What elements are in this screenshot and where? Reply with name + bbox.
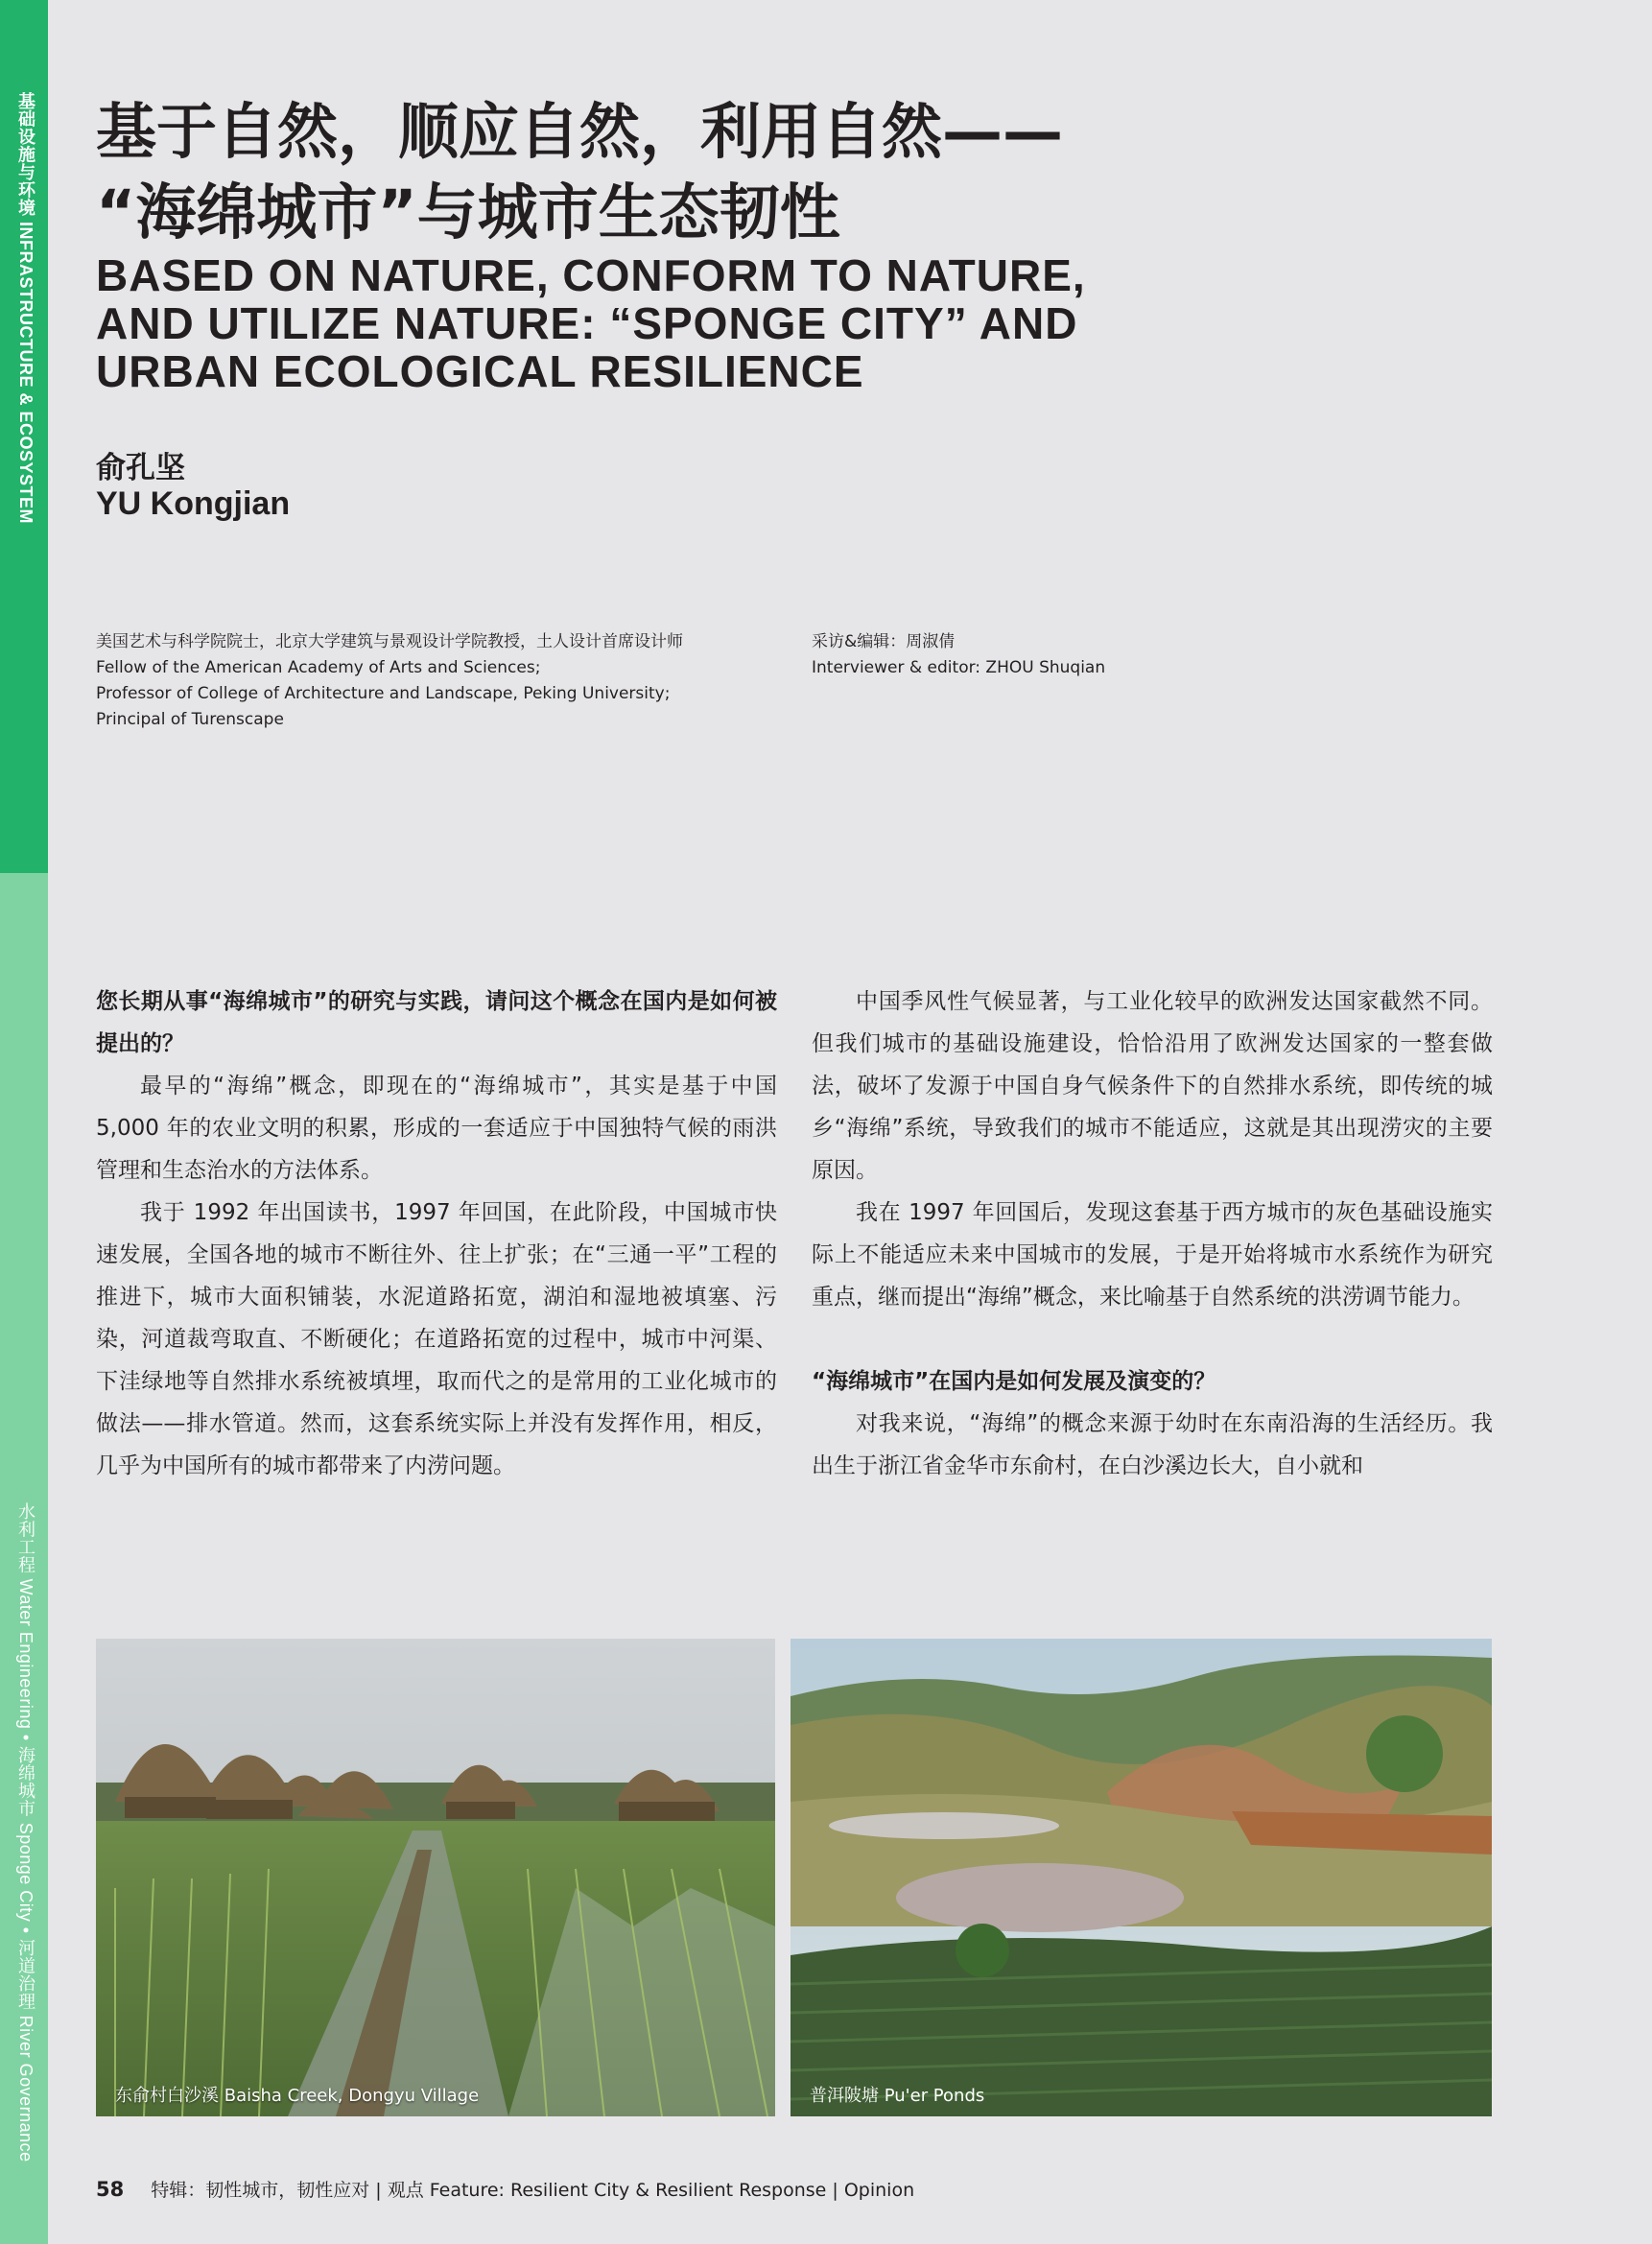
- title-en-line-1: BASED ON NATURE, CONFORM TO NATURE,: [96, 250, 1086, 300]
- author-name-chinese: 俞孔坚: [96, 451, 185, 485]
- answer-paragraph-5: 对我来说，“海绵”的概念来源于幼时在东南沿海的生活经历。我出生于浙江省金华市东俞村，在白沙溪边长大，自小就和: [812, 1411, 1493, 1478]
- title-en-line-3: URBAN ECOLOGICAL RESILIENCE: [96, 346, 864, 396]
- title-cn-line-1: 基于自然，顺应自然，利用自然——: [96, 97, 1063, 167]
- author-name-english: YU Kongjian: [96, 485, 291, 522]
- editor-en: Interviewer & editor: ZHOU Shuqian: [812, 658, 1106, 677]
- answer-paragraph-2: 我于 1992 年出国读书，1997 年回国，在此阶段，中国城市快速发展，全国各地的城市不断往外、往上扩张；在“三通一平”工程的推进下，城市大面积铺装，水泥道路拓宽，湖泊和湿地被填塞、污染，河道裁弯取直、不断硬化；在道路拓宽的过程中，城市中河渠、下洼绿地等自然排水系统被填埋，取而代之的是常用的工业化城市的做法——排水管道。然而，这套系统实际上并没有发挥作用，相反，几乎为中国所有的城市都带来了内涝问题。: [96, 1200, 777, 1478]
- page-number: 58: [96, 2178, 125, 2201]
- affiliation-cn: 美国艺术与科学院院士，北京大学建筑与景观设计学院教授，土人设计首席设计师: [96, 632, 683, 651]
- interview-question-2: “海绵城市”在国内是如何发展及演变的？: [812, 1369, 1216, 1394]
- affiliation-en-1: Fellow of the American Academy of Arts and Sciences;: [96, 658, 541, 677]
- ponds-landscape-image: [791, 1639, 1492, 2116]
- editor-cn: 采访&编辑：周淑倩: [812, 632, 956, 651]
- footer-section-label: 特辑：韧性城市，韧性应对 | 观点 Feature: Resilient City & Resilient Response | Opinion: [151, 2180, 915, 2201]
- photo-baisha-creek: [96, 1639, 775, 2116]
- answer-paragraph-4: 我在 1997 年回国后，发现这套基于西方城市的灰色基础设施实际上不能适应未来中国城市的发展，于是开始将城市水系统作为研究重点，继而提出“海绵”概念，来比喻基于自然系统的洪涝调节能力。: [812, 1200, 1493, 1310]
- photo-caption-left: 东俞村白沙溪 Baisha Creek, Dongyu Village: [115, 2086, 480, 2106]
- answer-paragraph-1: 最早的“海绵”概念，即现在的“海绵城市”，其实是基于中国 5,000 年的农业文明的积累，形成的一套适应于中国独特气候的雨洪管理和生态治水的方法体系。: [96, 1074, 777, 1183]
- answer-paragraph-3: 中国季风性气候显著，与工业化较早的欧洲发达国家截然不同。但我们城市的基础设施建设，恰恰沿用了欧洲发达国家的一整套做法，破坏了发源于中国自身气候条件下的自然排水系统，即传统的城乡“海绵”系统，导致我们的城市不能适应，这就是其出现涝灾的主要原因。: [812, 989, 1493, 1183]
- title-en-line-2: AND UTILIZE NATURE: “SPONGE CITY” AND: [96, 298, 1078, 348]
- body-column-right: [812, 980, 1493, 1487]
- interview-question-1: 您长期从事“海绵城市”的研究与实践，请问这个概念在国内是如何被提出的？: [96, 989, 777, 1056]
- title-chinese: [96, 92, 1063, 253]
- body-column-left: [96, 980, 777, 1487]
- page-footer: [96, 2176, 914, 2202]
- photo-caption-right: 普洱陂塘 Pu'er Ponds: [810, 2086, 985, 2106]
- sidebar-topics-label: 水利工程 Water Engineering • 海绵城市 Sponge City • 河道治理 River Governance: [16, 1502, 35, 2162]
- title-english: [96, 251, 1086, 395]
- editor-credit: [812, 629, 1291, 681]
- affiliation-en-3: Principal of Turenscape: [96, 710, 284, 729]
- photo-puer-ponds: [791, 1639, 1492, 2116]
- rice-paddy-image: [96, 1639, 775, 2116]
- affiliation-en-2: Professor of College of Architecture and Landscape, Peking University;: [96, 684, 671, 703]
- sidebar-category-label: 基础设施与环境 INFRASTRUCTURE & ECOSYSTEM: [16, 92, 35, 525]
- title-cn-line-2: “海绵城市”与城市生态韧性: [96, 177, 840, 248]
- author-affiliation: [96, 629, 767, 733]
